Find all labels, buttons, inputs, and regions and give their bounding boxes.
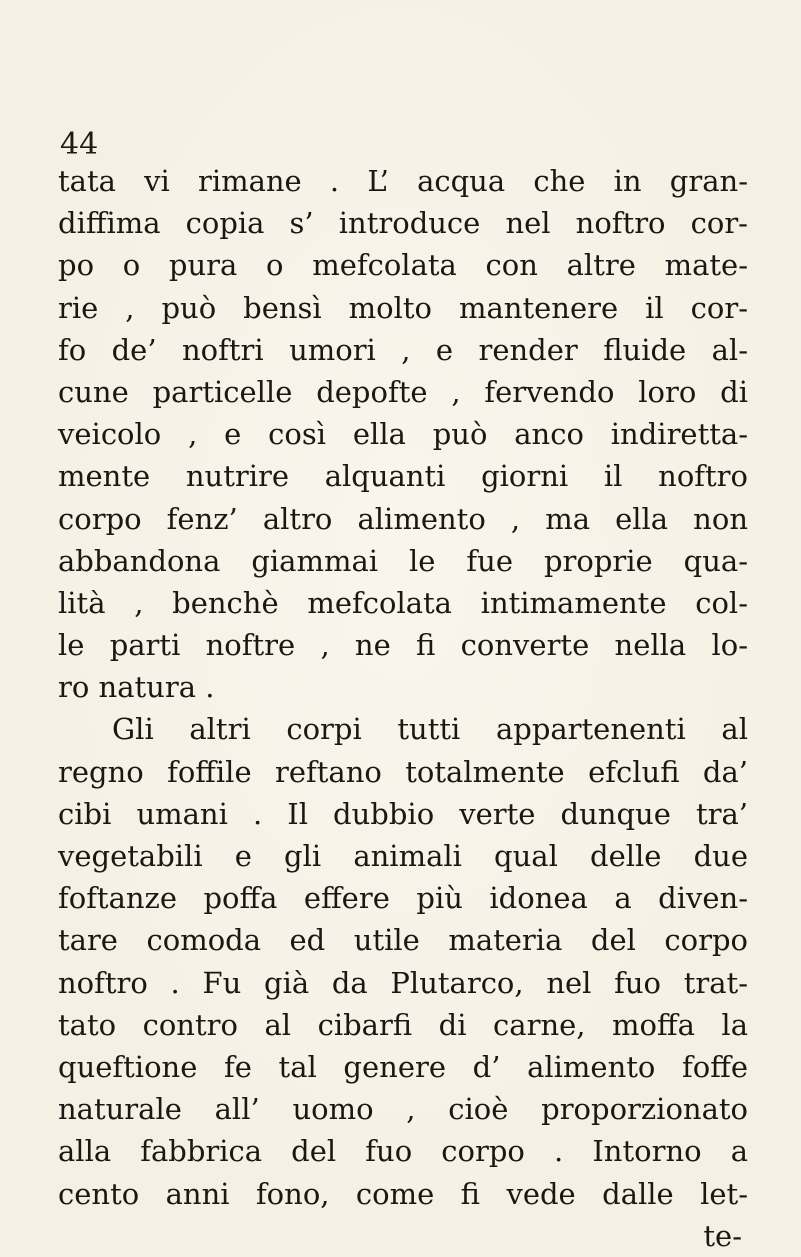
text-line: veicolo , e così ella può anco indiretta- (58, 417, 748, 452)
text-line: cibi umani . Il dubbio verte dunque tra’ (58, 796, 748, 831)
paragraph-start-line: Gli altri corpi tutti appartenenti al (112, 712, 748, 747)
text-line: fo de’ noftri umori , e render fluide al- (58, 332, 748, 367)
text-line: vegetabili e gli animali qual delle due (58, 839, 748, 873)
text-line: alla fabbrica del fuo corpo . Intorno a (58, 1134, 748, 1169)
text-line: abbandona giammai le fue proprie qua- (58, 543, 748, 578)
text-line: rie , può bensì molto mantenere il cor- (58, 290, 748, 325)
paragraph-end-line: ro natura . (58, 670, 215, 705)
text-line: corpo fenz’ altro alimento , ma ella non (58, 501, 748, 536)
page-number: 44 (60, 127, 99, 162)
text-line: queftione fe tal genere d’ alimento foffe (58, 1049, 748, 1084)
text-line: po o pura o mefcolata con altre mate- (58, 248, 748, 283)
text-line: tato contro al cibarfi di carne, moffa la (58, 1007, 748, 1042)
catchword: te- (703, 1218, 742, 1253)
text-line: diffima copia s’ introduce nel noftro cor- (58, 206, 748, 241)
text-line: lità , benchè mefcolata intimamente col- (58, 585, 748, 620)
body-text (58, 160, 748, 1257)
text-line: noftro . Fu già da Plutarco, nel fuo trat- (58, 965, 748, 1000)
text-line: cune particelle depofte , fervendo loro di (58, 374, 748, 409)
text-line: mente nutrire alquanti giorni il noftro (58, 459, 748, 494)
text-line: le parti noftre , ne fi converte nella lo- (58, 628, 748, 663)
text-line: regno foffile reftano totalmente efclufi da’ (58, 754, 748, 789)
text-line: tare comoda ed utile materia del corpo (58, 923, 748, 958)
text-line: cento anni fono, come fi vede dalle let- (58, 1176, 748, 1211)
text-line: foftanze poffa effere più idonea a diven- (58, 881, 748, 916)
text-line: naturale all’ uomo , cioè proporzionato (58, 1092, 748, 1127)
text-line: tata vi rimane . L’ acqua che in gran- (58, 164, 748, 198)
